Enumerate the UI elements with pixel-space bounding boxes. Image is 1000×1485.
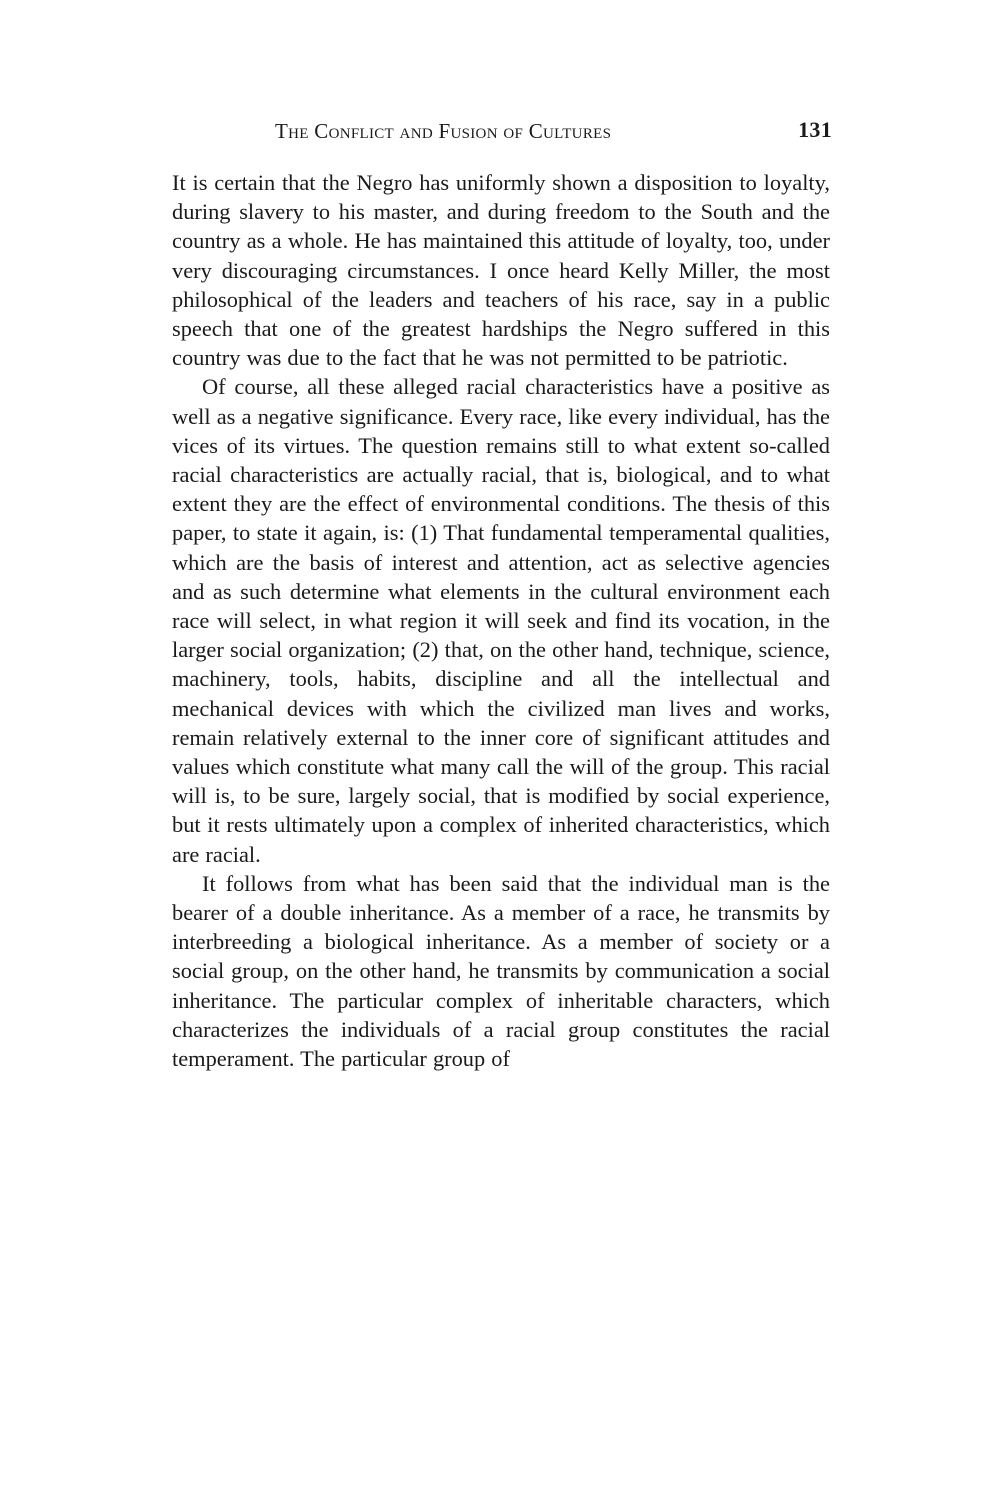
paragraph-2: Of course, all these alleged racial characteristics have a positive as well as a negative significance. Every race, like every individual, has the vices of its virtues. The question remains still to what extent so-called racial characteristics are actually racial, that is, biological, and to what extent they are the effect of environmental conditions. The thesis of this paper, to state it again, is: (1) That fundamental temperamental qualities, which are the basis of interest and attention, act as selective agencies and as such determine what elements in the cultural environment each race will select, in what region it will seek and find its vocation, in the larger social organization; (2) that, on the other hand, technique, science, machinery, tools, habits, discipline and all the intellectual and mechanical devices with which the civilized man lives and works, remain relatively external to the inner core of significant attitudes and values which constitute what many call the will of the group. This racial will is, to be sure, largely social, that is modified by social experience, but it rests ultimately upon a complex of inherited characteristics, which are racial. [172,374,830,867]
running-title: The Conflict and Fusion of Cultures [275,119,612,143]
body-text [172,168,830,1073]
paragraph-1: It is certain that the Negro has uniformly shown a disposition to loyalty, during slavery to his master, and during freedom to the South and the country as a whole. He has maintained this attitude of loyalty, too, under very discouraging circumstances. I once heard Kelly Miller, the most philosophical of the leaders and teachers of his race, say in a public speech that one of the greatest hardships the Negro suffered in this country was due to the fact that he was not permitted to be patriotic. [172,170,830,371]
running-head [172,116,830,150]
page-number: 131 [798,117,832,142]
paragraph-3: It follows from what has been said that the individual man is the bearer of a double inheritance. As a member of a race, he transmits by interbreeding a biological inheritance. As a member of society or a social group, on the other hand, he transmits by communication a social inheritance. The particular complex of inheritable characters, which characterizes the individuals of a racial group constitutes the racial temperament. The particular group of [172,870,830,1072]
book-page [172,116,830,1073]
